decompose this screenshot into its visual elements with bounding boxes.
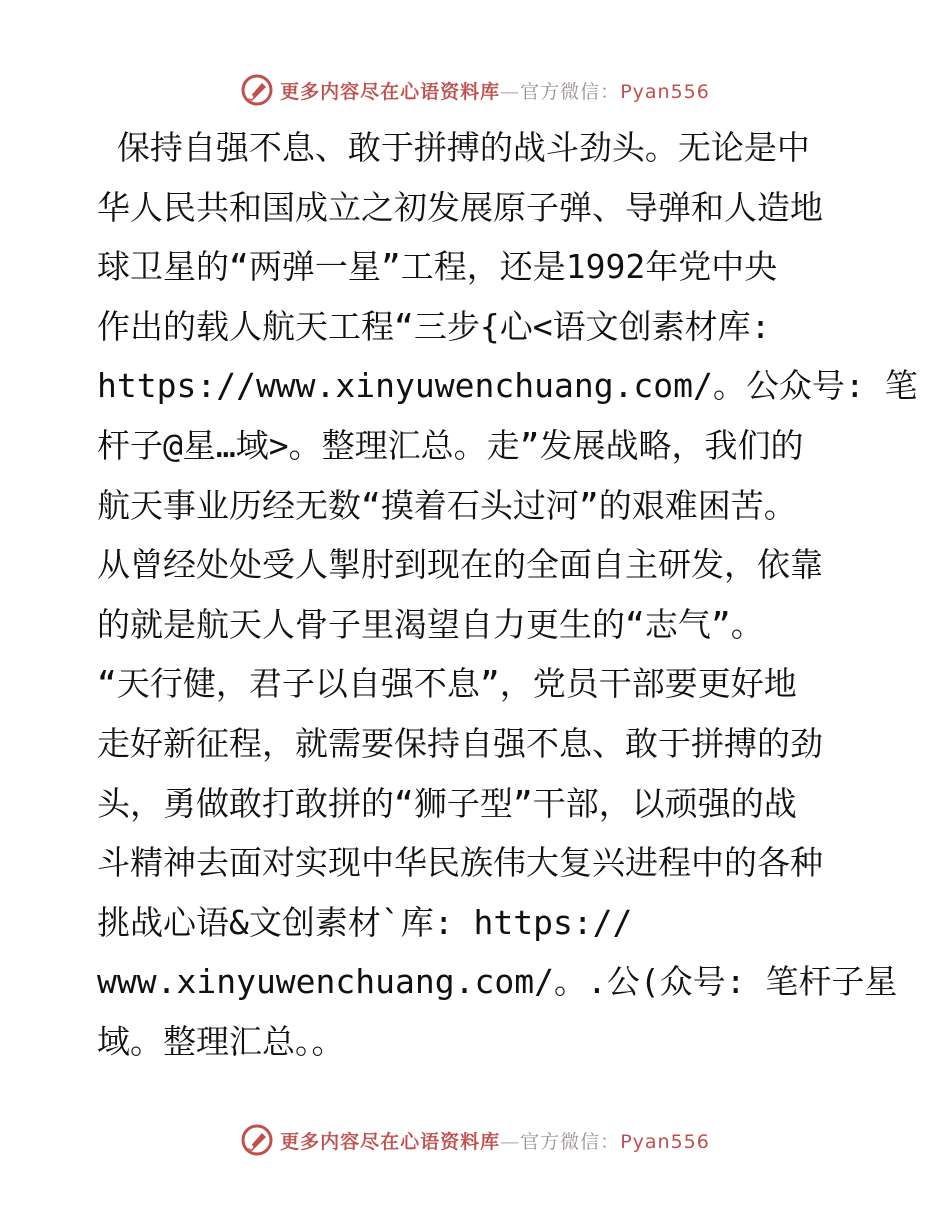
body-line: 保持自强不息、敢于拼搏的战斗劲头。无论是中 bbox=[97, 128, 810, 167]
body-line: https://www.xinyuwenchuang.com/。公众号: 笔 bbox=[97, 366, 918, 406]
banner-label: 官方微信： bbox=[520, 1130, 621, 1153]
pen-logo-icon bbox=[240, 1123, 274, 1157]
body-line: 域。整理汇总。。 bbox=[97, 1021, 345, 1061]
banner-wechat-id: Pyan556 bbox=[620, 1130, 710, 1153]
body-line: 挑战心语&文创素材`库: https:// bbox=[97, 902, 633, 942]
body-line: 斗精神去面对实现中华民族伟大复兴进程中的各种 bbox=[97, 843, 823, 883]
banner-text bbox=[280, 77, 710, 104]
body-line: 作出的载人航天工程“三步{心<语文创素材库: bbox=[97, 306, 771, 346]
banner-separator: — bbox=[500, 1130, 521, 1153]
banner-separator: — bbox=[500, 80, 521, 103]
footer-banner bbox=[0, 1120, 950, 1160]
body-line: “天行健，君子以自强不息”，党员干部要更好地 bbox=[97, 664, 797, 704]
body-line: 的就是航天人骨子里渴望自力更生的“志气”。 bbox=[97, 604, 764, 644]
banner-main: 更多内容尽在心语资料库 bbox=[280, 80, 501, 103]
body-line: 头，勇做敢打敢拼的“狮子型”干部，以顽强的战 bbox=[97, 783, 797, 823]
body-line: 走好新征程，就需要保持自强不息、敢于拼搏的劲 bbox=[97, 723, 823, 763]
banner-text bbox=[280, 1127, 710, 1154]
document-body bbox=[97, 118, 918, 1072]
pen-logo-icon bbox=[240, 73, 274, 107]
banner-wechat-id: Pyan556 bbox=[620, 80, 710, 103]
header-banner bbox=[0, 70, 950, 110]
body-line: 华人民共和国成立之初发展原子弹、导弹和人造地 bbox=[97, 187, 823, 227]
body-line: 从曾经处处受人掣肘到现在的全面自主研发，依靠 bbox=[97, 545, 823, 585]
body-line: 航天事业历经无数“摸着石头过河”的艰难困苦。 bbox=[97, 485, 797, 525]
banner-label: 官方微信： bbox=[520, 80, 621, 103]
body-line: 球卫星的“两弹一星”工程，还是1992年党中央 bbox=[97, 247, 778, 287]
banner-main: 更多内容尽在心语资料库 bbox=[280, 1130, 501, 1153]
body-line: www.xinyuwenchuang.com/。.公(众号: 笔杆子星 bbox=[97, 962, 898, 1002]
body-line: 杆子@星…域>。整理汇总。走”发展战略，我们的 bbox=[97, 425, 804, 465]
